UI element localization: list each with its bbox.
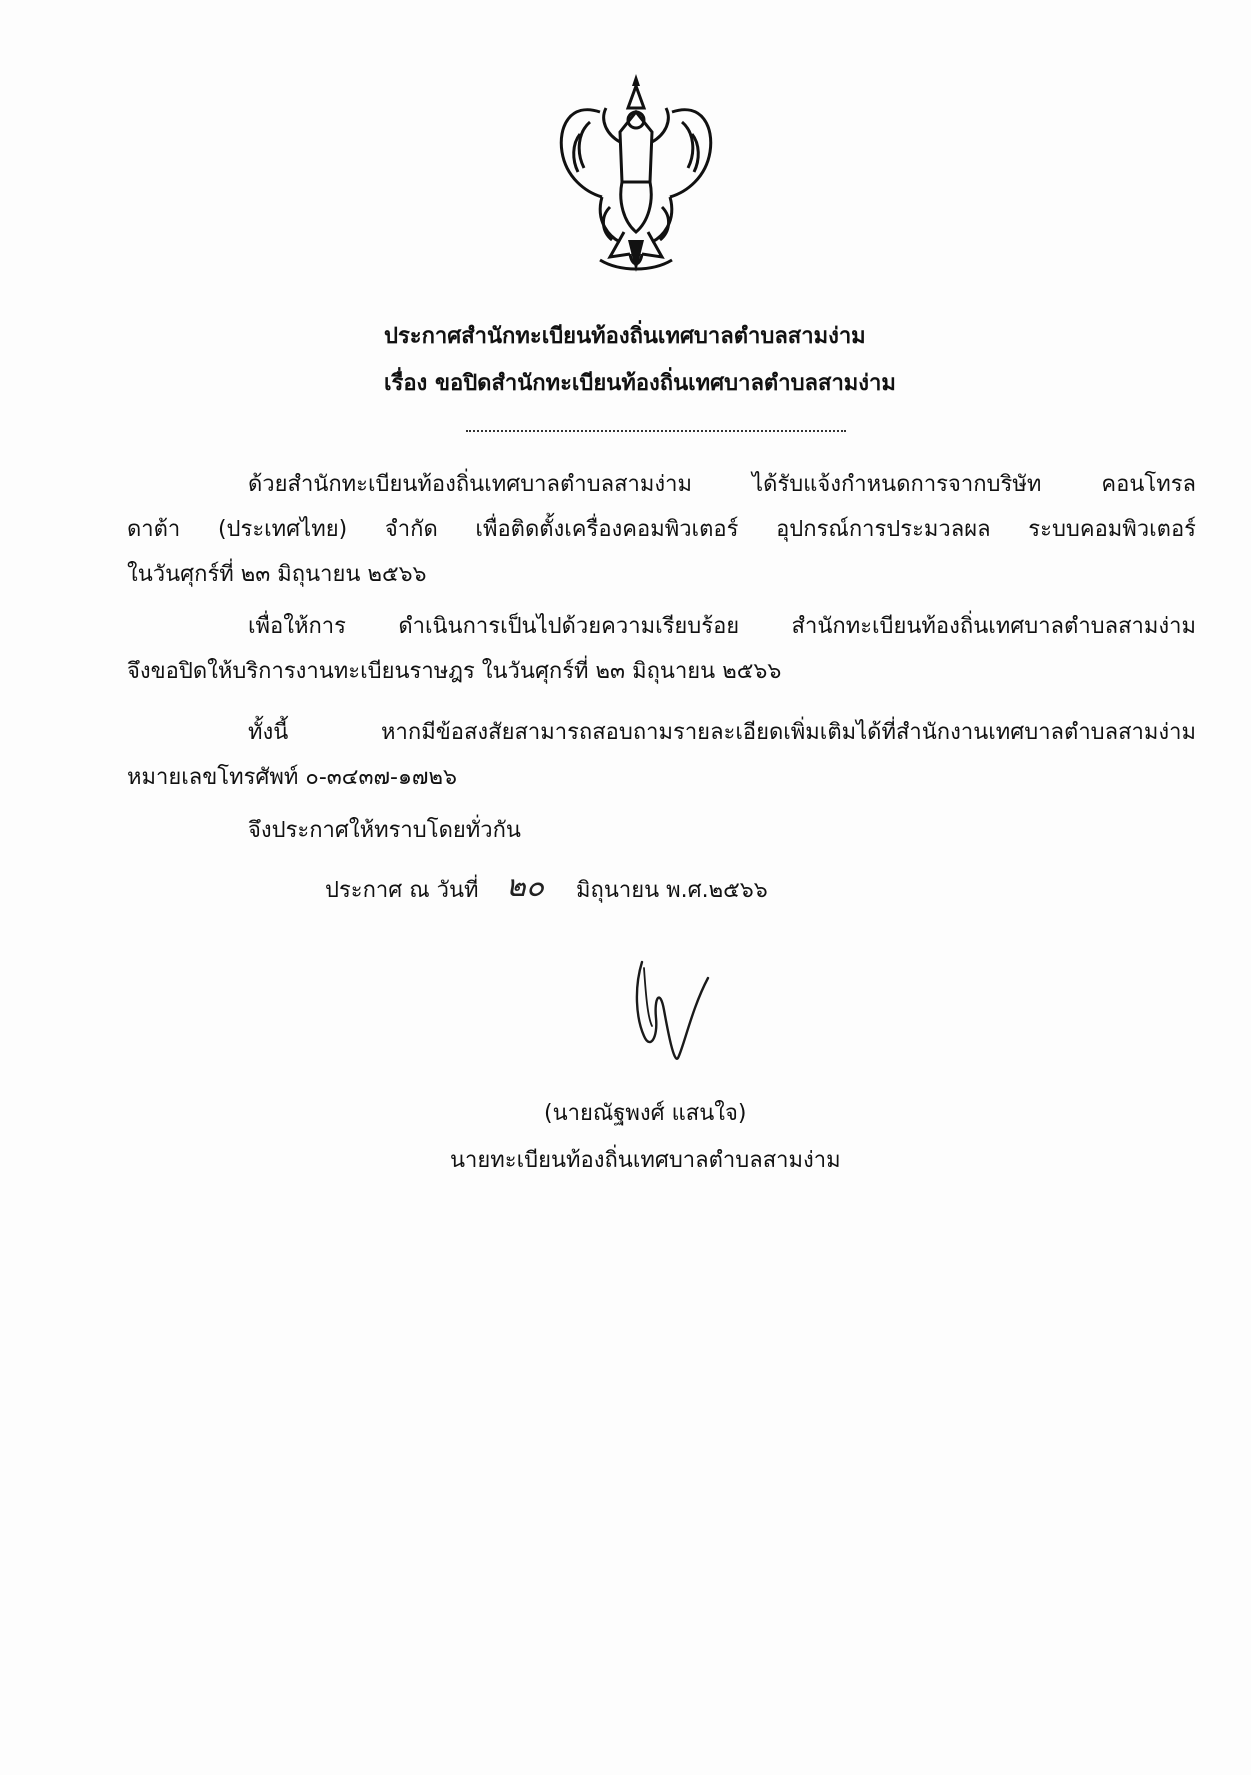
signer-position: นายทะเบียนท้องถิ่นเทศบาลตำบลสามง่าม	[450, 1148, 841, 1173]
paragraph-1-line-2: ดาต้า (ประเทศไทย) จำกัด เพื่อติดตั้งเครื่องคอมพิวเตอร์ อุปกรณ์การประมวลผล ระบบคอมพิวเตอร์	[127, 517, 1196, 542]
paragraph-3-line-1: ทั้งนี้ หากมีข้อสงสัยสามารถสอบถามรายละเอียดเพิ่มเติมได้ที่สำนักงานเทศบาลตำบลสามง่าม	[248, 720, 1196, 745]
signer-name: (นายณัฐพงศ์ แสนใจ)	[544, 1101, 747, 1126]
closing-statement: จึงประกาศให้ทราบโดยทั่วกัน	[248, 818, 521, 843]
dotted-separator	[466, 430, 846, 432]
date-month-year: มิถุนายน พ.ศ.๒๕๖๖	[576, 878, 768, 903]
paragraph-3-line-2: หมายเลขโทรศัพท์ ๐-๓๔๓๗-๑๗๒๖	[127, 765, 457, 790]
announcement-title: ประกาศสำนักทะเบียนท้องถิ่นเทศบาลตำบลสามง่าม	[384, 324, 866, 349]
date-day-handwritten: ๒๐	[506, 869, 545, 904]
paragraph-2-line-2: จึงขอปิดให้บริการงานทะเบียนราษฎร ในวันศุกร์ที่ ๒๓ มิถุนายน ๒๕๖๖	[127, 659, 782, 684]
announcement-subject: เรื่อง ขอปิดสำนักทะเบียนท้องถิ่นเทศบาลตำบลสามง่าม	[384, 371, 896, 396]
paragraph-1-line-3: ในวันศุกร์ที่ ๒๓ มิถุนายน ๒๕๖๖	[127, 562, 427, 587]
garuda-emblem-icon	[540, 72, 732, 282]
paragraph-2-line-1: เพื่อให้การ ดำเนินการเป็นไปด้วยความเรียบร้อย สำนักทะเบียนท้องถิ่นเทศบาลตำบลสามง่าม	[248, 614, 1196, 639]
paragraph-1-line-1: ด้วยสำนักทะเบียนท้องถิ่นเทศบาลตำบลสามง่าม ได้รับแจ้งกำหนดการจากบริษัท คอนโทรล	[248, 472, 1196, 497]
handwritten-signature	[630, 958, 710, 1068]
date-prefix: ประกาศ ณ วันที่	[325, 878, 479, 903]
